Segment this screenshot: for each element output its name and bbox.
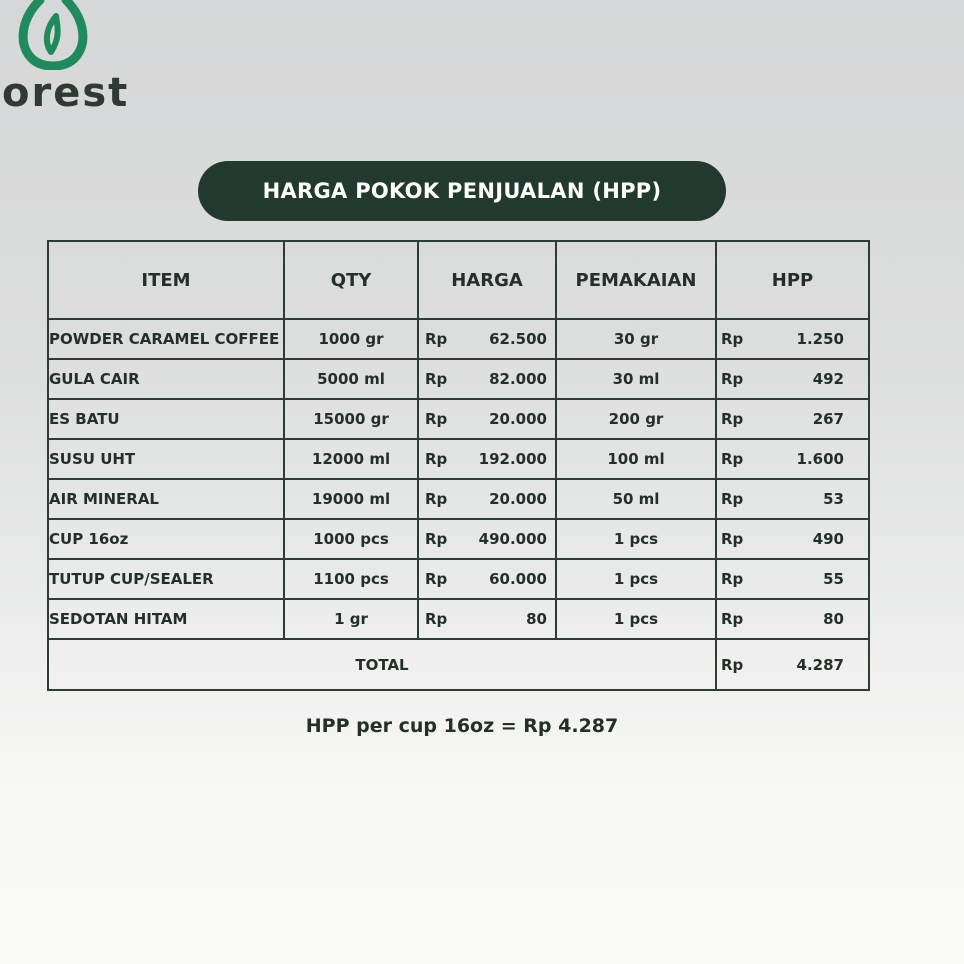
- item-pemakaian: 50 ml: [556, 479, 716, 519]
- harga-value: 60.000: [489, 570, 547, 588]
- item-harga: [418, 559, 556, 599]
- item-name: SEDOTAN HITAM: [48, 599, 284, 639]
- item-qty: 12000 ml: [284, 439, 418, 479]
- currency-label: Rp: [425, 570, 448, 588]
- item-hpp: [716, 359, 869, 399]
- item-name: AIR MINERAL: [48, 479, 284, 519]
- item-qty: 1000 gr: [284, 319, 418, 359]
- currency-label: Rp: [425, 530, 448, 548]
- item-qty: 1100 pcs: [284, 559, 418, 599]
- harga-value: 62.500: [489, 330, 547, 348]
- currency-label: Rp: [425, 450, 448, 468]
- item-harga: [418, 359, 556, 399]
- currency-label: Rp: [425, 370, 448, 388]
- currency-label: Rp: [721, 410, 744, 428]
- currency-label: Rp: [721, 450, 744, 468]
- item-pemakaian: 30 gr: [556, 319, 716, 359]
- item-name: CUP 16oz: [48, 519, 284, 559]
- item-hpp: [716, 399, 869, 439]
- harga-value: 192.000: [478, 450, 547, 468]
- item-qty: 1 gr: [284, 599, 418, 639]
- item-qty: 5000 ml: [284, 359, 418, 399]
- harga-value: 20.000: [489, 410, 547, 428]
- item-pemakaian: 100 ml: [556, 439, 716, 479]
- item-qty: 1000 pcs: [284, 519, 418, 559]
- hpp-table: [47, 240, 870, 691]
- item-pemakaian: 1 pcs: [556, 559, 716, 599]
- hpp-value: 492: [812, 370, 844, 388]
- hpp-value: 80: [823, 610, 844, 628]
- item-harga: [418, 519, 556, 559]
- page-title-banner: [198, 161, 726, 221]
- currency-label: Rp: [425, 490, 448, 508]
- hpp-value: 1.600: [796, 450, 844, 468]
- item-pemakaian: 30 ml: [556, 359, 716, 399]
- currency-label: Rp: [425, 410, 448, 428]
- harga-value: 82.000: [489, 370, 547, 388]
- item-harga: [418, 439, 556, 479]
- item-harga: [418, 599, 556, 639]
- leaf-logo-icon: [16, 0, 90, 70]
- header-item: ITEM: [48, 241, 284, 319]
- table-row: [48, 479, 869, 519]
- harga-value: 490.000: [478, 530, 547, 548]
- brand-name: orest: [2, 70, 130, 116]
- hpp-value: 490: [812, 530, 844, 548]
- currency-label: Rp: [721, 530, 744, 548]
- item-hpp: [716, 439, 869, 479]
- header-pemakaian: PEMAKAIAN: [556, 241, 716, 319]
- item-hpp: [716, 559, 869, 599]
- header-hpp: HPP: [716, 241, 869, 319]
- currency-label: Rp: [721, 490, 744, 508]
- header-harga: HARGA: [418, 241, 556, 319]
- table-row: [48, 519, 869, 559]
- item-qty: 19000 ml: [284, 479, 418, 519]
- brand-logo: [0, 0, 140, 120]
- table-row: [48, 559, 869, 599]
- currency-label: Rp: [721, 655, 744, 674]
- total-value: 4.287: [796, 655, 844, 674]
- currency-label: Rp: [721, 610, 744, 628]
- item-hpp: [716, 479, 869, 519]
- item-pemakaian: 200 gr: [556, 399, 716, 439]
- item-hpp: [716, 319, 869, 359]
- item-name: GULA CAIR: [48, 359, 284, 399]
- header-qty: QTY: [284, 241, 418, 319]
- total-row: [48, 639, 869, 690]
- item-hpp: [716, 599, 869, 639]
- item-pemakaian: 1 pcs: [556, 599, 716, 639]
- table-header-row: [48, 241, 869, 319]
- currency-label: Rp: [721, 330, 744, 348]
- hpp-value: 55: [823, 570, 844, 588]
- harga-value: 80: [526, 610, 547, 628]
- table-row: [48, 439, 869, 479]
- currency-label: Rp: [721, 570, 744, 588]
- item-harga: [418, 319, 556, 359]
- item-name: ES BATU: [48, 399, 284, 439]
- item-hpp: [716, 519, 869, 559]
- item-qty: 15000 gr: [284, 399, 418, 439]
- table-row: [48, 399, 869, 439]
- table-row: [48, 599, 869, 639]
- hpp-value: 267: [812, 410, 844, 428]
- hpp-value: 53: [823, 490, 844, 508]
- hpp-value: 1.250: [796, 330, 844, 348]
- page-title: HARGA POKOK PENJUALAN (HPP): [262, 179, 662, 203]
- item-name: SUSU UHT: [48, 439, 284, 479]
- hpp-per-cup-note: HPP per cup 16oz = Rp 4.287: [305, 715, 619, 737]
- table-row: [48, 319, 869, 359]
- table-row: [48, 359, 869, 399]
- currency-label: Rp: [721, 370, 744, 388]
- item-pemakaian: 1 pcs: [556, 519, 716, 559]
- item-harga: [418, 479, 556, 519]
- currency-label: Rp: [425, 610, 448, 628]
- harga-value: 20.000: [489, 490, 547, 508]
- item-name: TUTUP CUP/SEALER: [48, 559, 284, 599]
- total-label: TOTAL: [48, 639, 716, 690]
- item-name: POWDER CARAMEL COFFEE: [48, 319, 284, 359]
- item-harga: [418, 399, 556, 439]
- total-hpp: [716, 639, 869, 690]
- currency-label: Rp: [425, 330, 448, 348]
